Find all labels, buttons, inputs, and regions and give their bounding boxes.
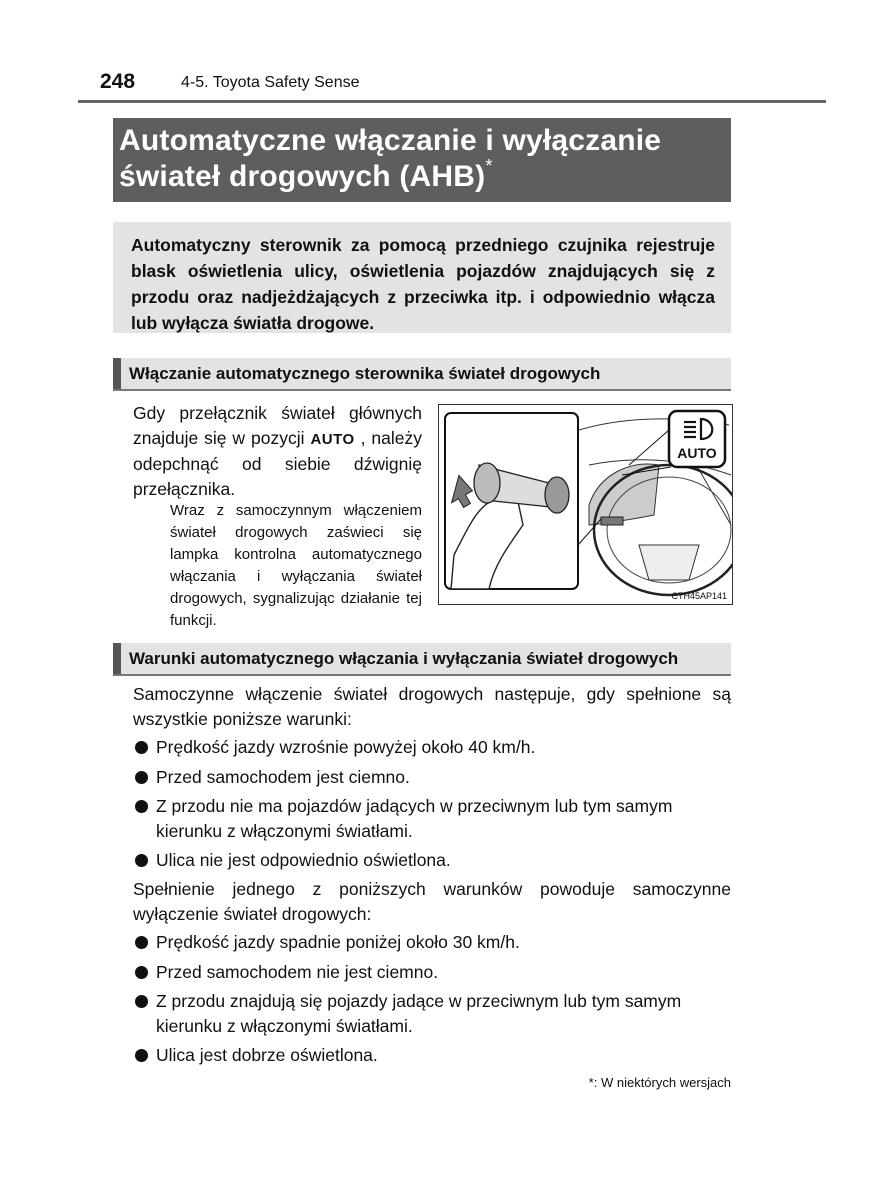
steering-lever-illustration [438,404,733,605]
activation-note: Wraz z samoczynnym włączeniem świateł drogowych zaświeci się lampka kontrolna automatycznego włączania i wyłączania świateł drogowych, sygnalizując działanie tej funkcji. [170,502,422,629]
illustration-code: CTH45AP141 [671,591,727,601]
bullet-icon [135,1049,148,1062]
subheading-bar [113,358,121,389]
off-conditions-intro: Spełnienie jednego z poniższych warunków powoduje samoczynne wyłączenie świateł drogowych: [133,879,731,924]
subheading-activation-label: Włączanie automatycznego sterownika świateł drogowych [129,364,601,383]
bullet-icon [135,800,148,813]
list-item [133,848,731,873]
subheading-conditions [113,643,731,676]
page-title-line1: Automatyczne włączanie i wyłączanie [119,124,662,157]
subheading-activation [113,358,731,391]
list-item-text: Ulica jest dobrze oświetlona. [156,1045,378,1065]
activation-text-after: , należy odepchnąć od siebie dźwignię przełącznika. [133,427,422,499]
auto-position-label: AUTO [310,430,355,448]
bullet-icon [135,936,148,949]
header-rule [78,100,826,103]
subheading-bar [113,643,121,674]
subheading-conditions-label: Warunki automatycznego włączania i wyłączania świateł drogowych [129,649,679,668]
list-item [133,794,731,843]
page-number: 248 [100,70,136,93]
list-item-text: Ulica nie jest odpowiednio oświetlona. [156,850,451,870]
on-conditions-list [133,735,731,878]
activation-paragraph [133,401,422,501]
bullet-icon [135,995,148,1008]
list-item [133,765,731,790]
instrument-cluster [589,464,659,525]
page-title-line2-text: świateł drogowych (AHB) [119,160,486,193]
steering-hub [639,545,699,580]
list-item [133,930,731,955]
list-item [133,960,731,985]
footnote [589,1075,731,1090]
list-item [133,1043,731,1068]
page-title-box [113,118,731,202]
list-item [133,735,731,760]
bullet-icon [135,741,148,754]
lever-base [545,477,569,513]
intro-text: Automatyczny sterownik za pomocą przedniego czujnika rejestruje blask oświetlenia ulicy, oświetlenia pojazdów znajdujących się z przodu oraz nadjeżdżających z przeciwka itp. i odpowiednio włącza lub wyłącza światła drogowe. [131,235,715,333]
off-conditions-list [133,930,731,1073]
list-item-text: Przed samochodem jest ciemno. [156,766,410,787]
indicator-auto-label: AUTO [677,445,717,461]
activation-text-before: Gdy przełącznik świateł głównych znajduje się w pozycji [133,403,422,448]
list-item-text: Przed samochodem nie jest ciemno. [156,961,439,982]
section-reference: 4-5. Toyota Safety Sense [181,74,360,91]
column-lever [601,517,623,525]
list-item-text: Z przodu nie ma pojazdów jadących w przeciwnym lub tym samym kierunku z włączonymi światłami. [156,796,673,841]
footnote-mark: * [588,1075,594,1090]
lever-knob [474,463,500,503]
footnote-mark: * [485,156,493,176]
intro-box [113,222,731,333]
list-item-text: Prędkość jazdy wzrośnie powyżej około 40 km/h. [156,737,536,757]
list-item-text: Z przodu znajdują się pojazdy jadące w przeciwnym lub tym samym kierunku z włączonymi światłami. [156,991,682,1036]
on-conditions-intro: Samoczynne włączenie świateł drogowych następuje, gdy spełnione są wszystkie poniższe warunki: [133,684,731,729]
list-item [133,989,731,1038]
page-title-line2 [119,156,493,194]
footnote-text: : W niektórych wersjach [593,1075,731,1090]
illustration-drawing [439,405,732,604]
bullet-icon [135,854,148,867]
list-item-text: Prędkość jazdy spadnie poniżej około 30 km/h. [156,932,520,952]
bullet-icon [135,966,148,979]
bullet-icon [135,771,148,784]
